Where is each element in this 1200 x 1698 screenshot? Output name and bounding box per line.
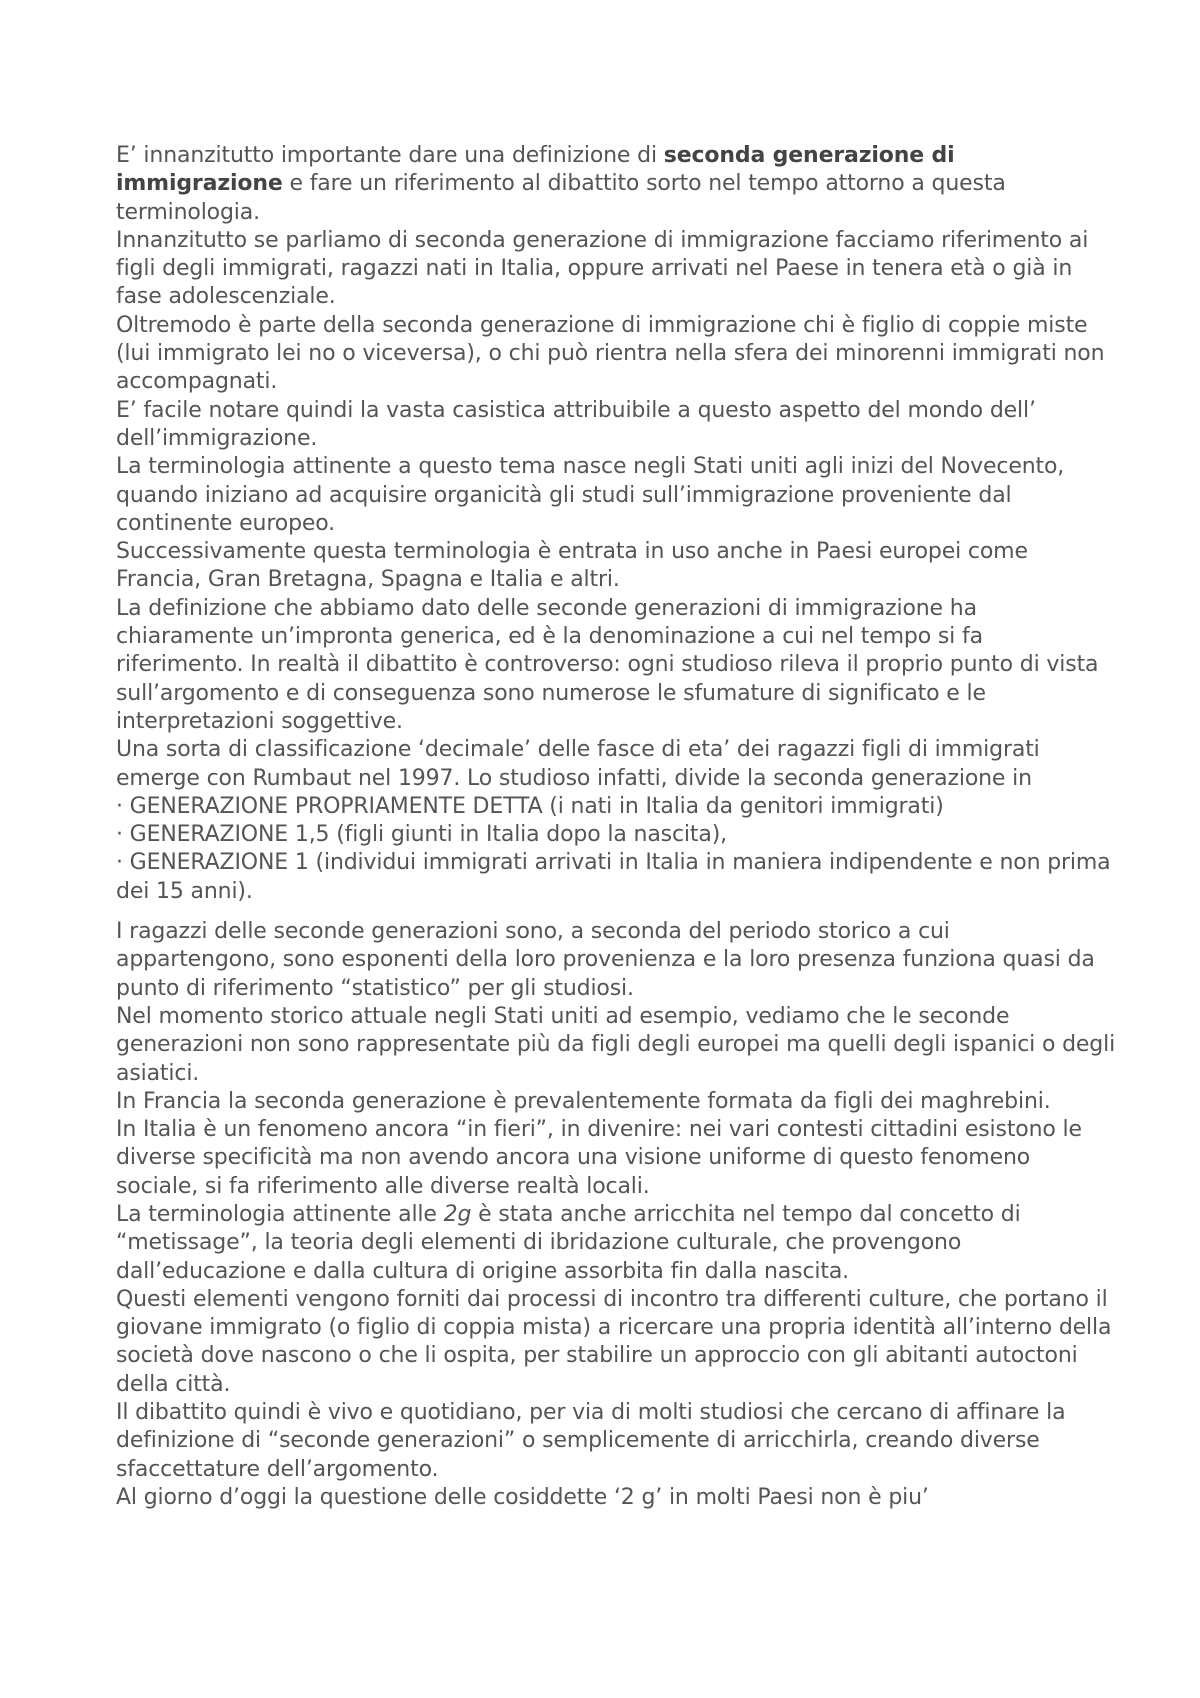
paragraph-spacer: [116, 906, 1116, 918]
document-body: [116, 142, 1116, 1512]
paragraph-france: In Francia la seconda generazione è prevalentemente formata da figli dei maghrebini.: [116, 1088, 1051, 1114]
paragraph-origin-usa: La terminologia attinente a questo tema nasce negli Stati uniti agli inizi del Novecento, quando iniziano ad acquisire organicità gli studi sull’immigrazione proveniente dal continente europeo.: [116, 454, 1065, 536]
paragraph-identity: Questi elementi vengono forniti dai processi di incontro tra differenti culture, che portano il giovane immigrato (o figlio di coppia mista) a ricercare una propria identità all’interno della società dove nascono o che li ospita, per stabilire un approccio con gli abitanti autoctoni della città.: [116, 1286, 1112, 1397]
bold-term-second-generation: seconda generazione di immigrazione: [116, 143, 955, 197]
paragraph-youth-representation: I ragazzi delle seconde generazioni sono, a seconda del periodo storico a cui appartengono, sono esponenti della loro provenienza e la loro presenza funziona quasi da punto di riferimento “statistico” per gli studiosi.: [116, 919, 1095, 1001]
list-item-generation-1: · GENERAZIONE 1 (individui immigrati arrivati in Italia in maniera indipendente e non prima dei 15 anni).: [116, 850, 1111, 904]
paragraph-intro-end: e fare un riferimento al dibattito sorto nel tempo attorno a questa terminologia.: [116, 171, 1006, 225]
paragraph-italy: In Italia è un fenomeno ancora “in fieri”, in divenire: nei vari contesti cittadini esistono le diverse specificità ma non avendo ancora una visione uniforme di questo fenomeno sociale, si fa riferimento alle diverse realtà locali.: [116, 1117, 1082, 1199]
paragraph-mixed-couples: Oltremodo è parte della seconda generazione di immigrazione chi è figlio di coppie miste (lui immigrato lei no o viceversa), o chi può rientra nella sfera dei minorenni immigrati non accompagnati.: [116, 312, 1105, 395]
paragraph-today: Al giorno d’oggi la questione delle cosiddette ‘2 g’ in molti Paesi non è piu’: [116, 1484, 929, 1510]
paragraph-metissage: [116, 1201, 1116, 1286]
italic-term-2g: 2g: [443, 1201, 472, 1227]
paragraph-debate: La definizione che abbiamo dato delle seconde generazioni di immigrazione ha chiaramente un’impronta generica, ed è la denominazione a cui nel tempo si fa riferimento. In realtà il dibattito è controverso: ogni studioso rileva il proprio punto di vista sull’argomento e di conseguenza sono numerose le sfumature di significato e le interpretazioni soggettive.: [116, 595, 1099, 734]
paragraph-usa-current: Nel momento storico attuale negli Stati uniti ad esempio, vediamo che le seconde generazioni non sono rappresentate più da figli degli europei ma quelli degli ispanici o degli asiatici.: [116, 1003, 1116, 1086]
paragraph-debate-live: Il dibattito quindi è vivo e quotidiano, per via di molti studiosi che cercano di affinare la definizione di “seconde generazioni” o semplicemente di arricchirla, creando diverse sfaccettature dell’argomento.: [116, 1400, 1066, 1482]
paragraph-intro-start: E’ innanzitutto importante dare una definizione di: [116, 143, 664, 168]
paragraph-casistica: E’ facile notare quindi la vasta casistica attribuibile a questo aspetto del mondo dell’ dell’immigrazione.: [116, 397, 1036, 451]
paragraph-metissage-end: è stata anche arricchita nel tempo dal concetto di “metissage”, la teoria degli elementi di ibridazione culturale, che provengono dall’educazione e dalla cultura di origine assorbita fin dalla nascita.: [116, 1201, 1021, 1284]
paragraph-rumbaut: Una sorta di classificazione ‘decimale’ delle fasce di eta’ dei ragazzi figli di immigrati emerge con Rumbaut nel 1997. Lo studioso infatti, divide la seconda generazione in: [116, 737, 1040, 791]
list-item-generation-1-5: · GENERAZIONE 1,5 (figli giunti in Italia dopo la nascita),: [116, 822, 727, 848]
paragraph-definition: Innanzitutto se parliamo di seconda generazione di immigrazione facciamo riferimento ai figli degli immigrati, ragazzi nati in Italia, oppure arrivati nel Paese in tenera età o già in fase adolescenziale.: [116, 227, 1089, 310]
paragraph-europe-usage: Successivamente questa terminologia è entrata in uso anche in Paesi europei come Francia, Gran Bretagna, Spagna e Italia e altri.: [116, 539, 1028, 593]
paragraph-metissage-start: La terminologia attinente alle: [116, 1201, 444, 1227]
paragraph-intro: [116, 142, 1116, 227]
list-item-generation-proper: · GENERAZIONE PROPRIAMENTE DETTA (i nati in Italia da genitori immigrati): [116, 793, 944, 819]
